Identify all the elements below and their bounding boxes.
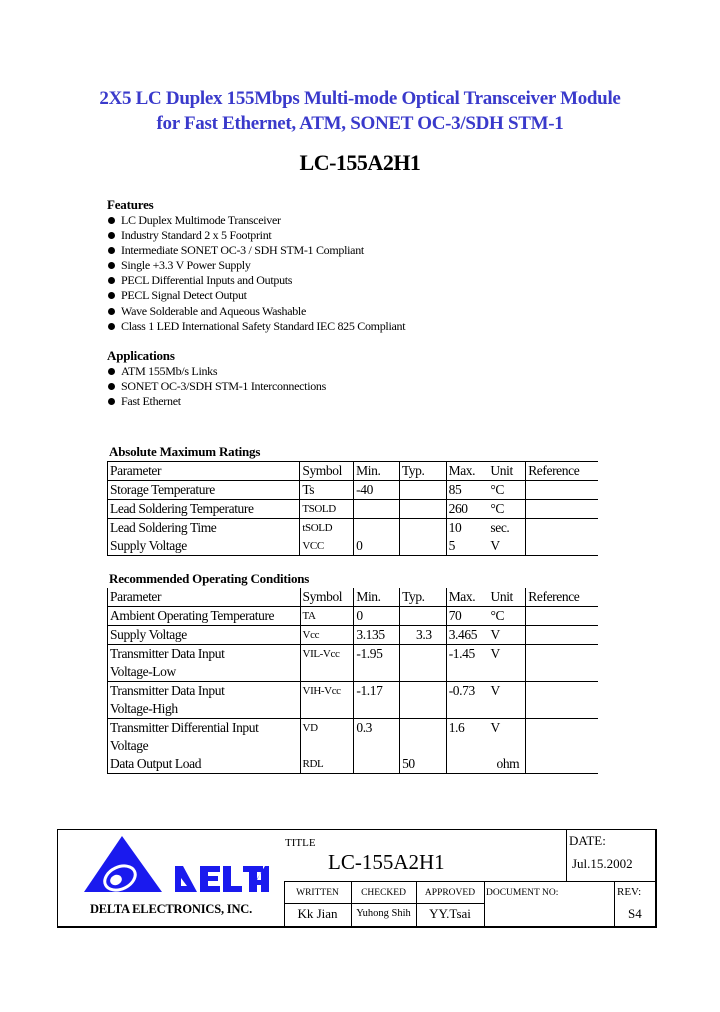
document-title-line-1: 2X5 LC Duplex 155Mbps Multi-mode Optical Transceiver Module	[99, 88, 621, 109]
part-number: LC-155A2H1	[299, 150, 421, 175]
header-min: Min.	[354, 462, 400, 481]
table-header-row	[108, 462, 599, 481]
date-label: DATE:	[569, 833, 606, 848]
cell-reference	[526, 755, 598, 774]
cell-parameter	[108, 719, 301, 756]
cell-unit: V	[489, 682, 526, 719]
table-row	[108, 755, 599, 774]
cell-symbol: Ts	[300, 481, 354, 500]
abs-max-table	[107, 461, 598, 556]
cell-reference	[526, 719, 598, 756]
cell-min: -40	[354, 481, 400, 500]
written-label: WRITTEN	[296, 888, 339, 898]
applications-list	[107, 364, 326, 409]
header-typ: Typ.	[400, 588, 447, 607]
header-reference: Reference	[526, 462, 598, 481]
cell-min: 3.135	[354, 626, 400, 645]
application-item: SONET OC-3/SDH STM-1 Interconnections	[107, 379, 326, 394]
cell-symbol: TA	[300, 607, 354, 626]
cell-unit: ohm	[489, 755, 526, 774]
cell-unit: V	[490, 720, 500, 735]
cell-unit: V	[489, 645, 526, 682]
cell-unit: V	[489, 626, 526, 645]
divider	[566, 830, 567, 881]
cell-symbol: RDL	[300, 755, 354, 774]
cell-typ	[399, 500, 446, 519]
param-line-2: Voltage	[110, 738, 149, 753]
divider	[614, 881, 615, 926]
cell-max: -0.73	[446, 682, 488, 719]
feature-item: PECL Differential Inputs and Outputs	[107, 273, 405, 288]
rec-op-heading: Recommended Operating Conditions	[109, 571, 310, 586]
cell-symbol: TSOLD	[300, 500, 354, 519]
cell-typ	[400, 682, 447, 719]
cell-symbol: VIL-Vcc	[300, 645, 354, 682]
rev-label: REV:	[617, 886, 642, 898]
cell-unit: V	[488, 537, 525, 556]
header-typ: Typ.	[399, 462, 446, 481]
document-no-label: DOCUMENT NO:	[486, 888, 559, 898]
cell-min: 0.3	[354, 719, 400, 756]
features-list	[107, 213, 405, 334]
divider	[484, 881, 485, 926]
cell-max: 260	[446, 500, 488, 519]
cell-max: 3.465	[446, 626, 488, 645]
table-row	[108, 645, 599, 682]
param-line-2: Voltage-High	[110, 701, 178, 716]
cell-unit: °C	[489, 607, 526, 626]
abs-max-heading: Absolute Maximum Ratings	[109, 444, 261, 459]
cell-max: -1.45	[446, 645, 488, 682]
feature-item: Intermediate SONET OC-3 / SDH STM-1 Compliant	[107, 243, 405, 258]
applications-heading: Applications	[107, 348, 175, 363]
approved-value: YY.Tsai	[429, 906, 471, 921]
divider	[284, 881, 655, 882]
cell-parameter	[108, 645, 301, 682]
title-value: LC-155A2H1	[328, 850, 445, 874]
cell-symbol: Vcc	[300, 626, 354, 645]
divider	[284, 903, 484, 904]
cell-symbol: VIH-Vcc	[300, 682, 354, 719]
cell-unit: °C	[488, 481, 525, 500]
cell-max: 1.6	[446, 719, 488, 756]
cell-max: 10	[446, 519, 488, 538]
cell-unit: sec.	[490, 520, 510, 535]
cell-unit: °C	[488, 500, 525, 519]
cell-parameter: Ambient Operating Temperature	[108, 607, 301, 626]
header-max: Max.	[446, 462, 488, 481]
cell-reference	[526, 481, 598, 500]
feature-item: Class 1 LED International Safety Standard IEC 825 Compliant	[107, 319, 405, 334]
cell-symbol: VD	[300, 719, 354, 756]
cell-max: 5	[446, 537, 488, 556]
header-max: Max.	[446, 588, 488, 607]
header-min: Min.	[354, 588, 400, 607]
cell-parameter: Data Output Load	[108, 755, 301, 774]
cell-min	[354, 500, 400, 519]
table-row	[108, 682, 599, 719]
header-parameter: Parameter	[108, 588, 301, 607]
table-row	[108, 500, 599, 519]
header-unit: Unit	[488, 462, 525, 481]
checked-value: Yuhong Shih	[356, 908, 411, 919]
feature-item: LC Duplex Multimode Transceiver	[107, 213, 405, 228]
cell-reference	[526, 519, 598, 538]
cell-parameter: Supply Voltage	[108, 626, 301, 645]
cell-min	[354, 519, 400, 538]
cell-typ	[400, 719, 447, 756]
header-unit: Unit	[489, 588, 526, 607]
written-value: Kk Jian	[297, 906, 338, 921]
cell-reference	[526, 645, 598, 682]
cell-max: 70	[446, 607, 488, 626]
cell-parameter	[108, 682, 301, 719]
feature-item: Industry Standard 2 x 5 Footprint	[107, 228, 405, 243]
cell-parameter: Lead Soldering Time	[108, 519, 300, 538]
header-parameter: Parameter	[108, 462, 300, 481]
cell-typ	[400, 645, 447, 682]
cell-typ: 50	[400, 755, 447, 774]
document-title-line-2: for Fast Ethernet, ATM, SONET OC-3/SDH STM-1	[156, 113, 564, 134]
param-line-1: Transmitter Data Input	[110, 683, 225, 698]
cell-typ: 3.3	[400, 626, 447, 645]
header-reference: Reference	[526, 588, 598, 607]
date-value: Jul.15.2002	[572, 856, 633, 871]
feature-item: Single +3.3 V Power Supply	[107, 258, 405, 273]
title-block	[57, 829, 657, 928]
rev-value: S4	[628, 906, 642, 921]
cell-min: -1.95	[354, 645, 400, 682]
cell-parameter: Lead Soldering Temperature	[108, 500, 300, 519]
cell-min: 0	[354, 537, 400, 556]
rec-op-table	[107, 588, 598, 774]
cell-max: 85	[446, 481, 488, 500]
cell-reference	[526, 537, 598, 556]
feature-item: Wave Solderable and Aqueous Washable	[107, 304, 405, 319]
table-row	[108, 607, 599, 626]
cell-min: -1.17	[354, 682, 400, 719]
cell-reference	[526, 682, 598, 719]
features-heading: Features	[107, 197, 154, 212]
param-line-2: Voltage-Low	[110, 664, 176, 679]
approved-label: APPROVED	[424, 888, 476, 898]
table-row	[108, 626, 599, 645]
cell-parameter: Supply Voltage	[108, 537, 300, 556]
table-row	[108, 481, 599, 500]
cell-min	[354, 755, 400, 774]
feature-item: PECL Signal Detect Output	[107, 288, 405, 303]
cell-typ	[399, 519, 446, 538]
checked-label: CHECKED	[361, 888, 406, 898]
param-line-1: Transmitter Differential Input	[110, 720, 259, 735]
table-header-row	[108, 588, 599, 607]
header-symbol: Symbol	[300, 588, 354, 607]
param-line-1: Transmitter Data Input	[110, 646, 225, 661]
application-item: Fast Ethernet	[107, 394, 326, 409]
cell-typ	[400, 607, 447, 626]
table-row	[108, 519, 599, 538]
cell-symbol: tSOLD	[300, 519, 354, 538]
cell-max	[446, 755, 488, 774]
title-label: TITLE	[285, 837, 316, 849]
company-name: DELTA ELECTRONICS, INC.	[89, 902, 253, 916]
table-row	[108, 537, 599, 556]
cell-reference	[526, 626, 598, 645]
cell-reference	[526, 607, 598, 626]
cell-reference	[526, 500, 598, 519]
cell-typ	[399, 537, 446, 556]
table-row	[108, 719, 599, 756]
delta-logo-icon	[80, 834, 270, 894]
cell-symbol: VCC	[300, 537, 354, 556]
application-item: ATM 155Mb/s Links	[107, 364, 326, 379]
cell-typ	[399, 481, 446, 500]
header-symbol: Symbol	[300, 462, 354, 481]
cell-min: 0	[354, 607, 400, 626]
cell-parameter: Storage Temperature	[108, 481, 300, 500]
